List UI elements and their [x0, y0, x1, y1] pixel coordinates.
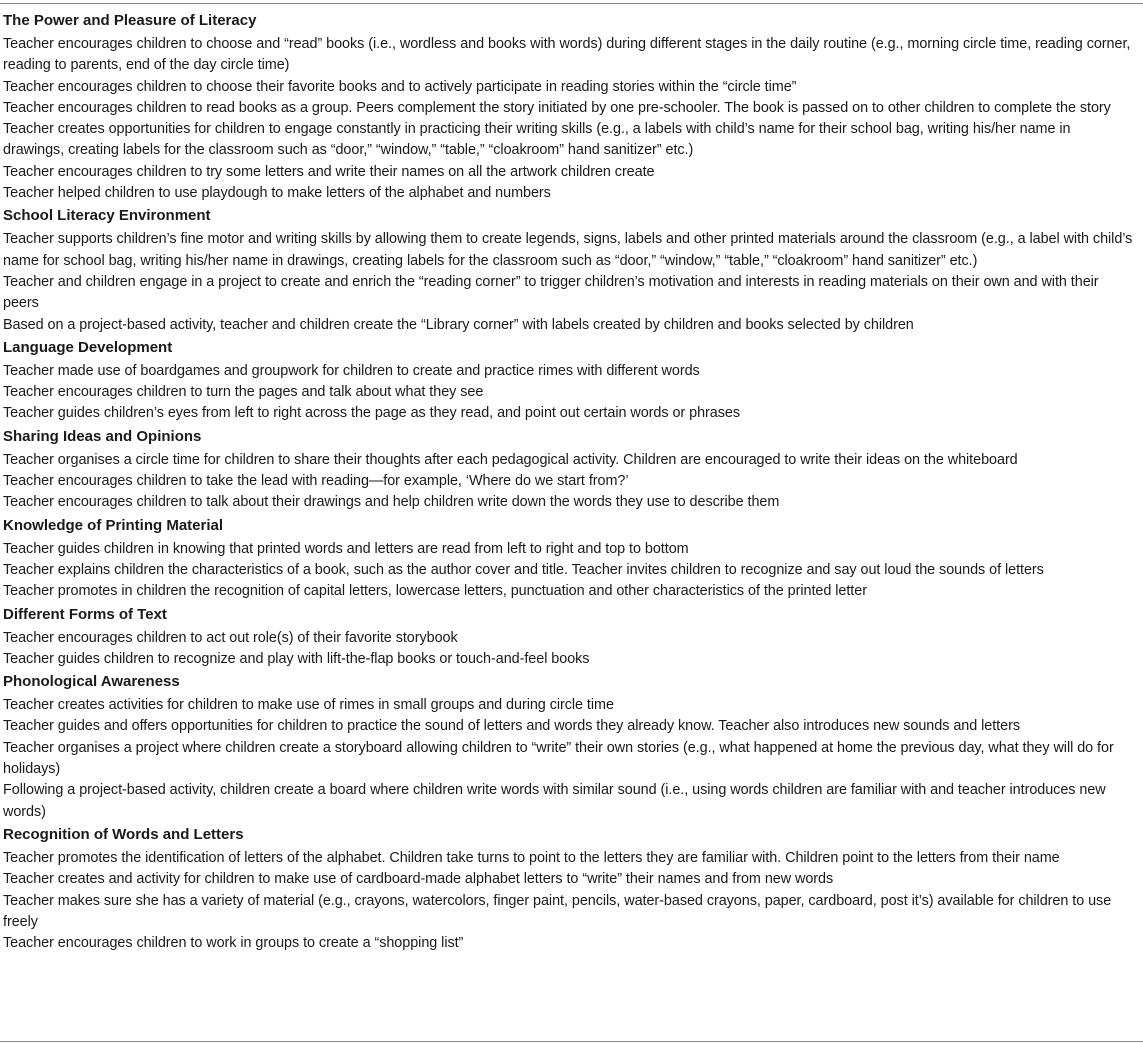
- list-item: Following a project-based activity, children create a board where children write words with similar sound (i.e., using words children are familiar with and teacher introduces new words): [3, 782, 1106, 820]
- list-item: Teacher promotes in children the recognition of capital letters, lowercase letters, punctuation and other characteristics of the printed letter: [3, 583, 867, 600]
- section-heading: Knowledge of Printing Material: [3, 516, 224, 534]
- list-item: Teacher encourages children to try some letters and write their names on all the artwork children create: [3, 163, 655, 180]
- list-item: Teacher organises a project where children create a storyboard allowing children to “write” their own stories (e.g., what happened at home the previous day, what they will do for holidays): [3, 739, 1114, 778]
- list-item: Teacher guides and offers opportunities for children to practice the sound of letters and words they already know. Teacher also introduces new sounds and letters: [3, 718, 1020, 735]
- section-sharing-ideas-and-opinions: [3, 427, 1135, 514]
- section-heading: Recognition of Words and Letters: [3, 825, 244, 843]
- list-item: Teacher helped children to use playdough to make letters of the alphabet and numbers: [3, 185, 551, 202]
- section-heading: Different Forms of Text: [3, 605, 167, 623]
- list-item: Teacher encourages children to choose and “read” books (i.e., wordless and books with words) during different stages in the daily routine (e.g., morning circle time, reading corner, reading to parents, end of the day circle time): [3, 36, 1131, 74]
- list-item: Teacher encourages children to act out role(s) of their favorite storybook: [3, 629, 458, 646]
- section-power-and-pleasure-of-literacy: [3, 11, 1135, 204]
- section-heading: School Literacy Environment: [3, 207, 211, 225]
- list-item: Teacher supports children’s fine motor and writing skills by allowing them to create legends, signs, labels and other printed materials around the classroom (e.g., a label with child’s name for school bag, writing his/her name in drawings, creating labels for the classroom such as “door,” “window,” “table,” “cloakroom” hand sanitizer” etc.): [3, 231, 1133, 269]
- section-school-literacy-environment: [3, 206, 1135, 335]
- section-heading: Sharing Ideas and Opinions: [3, 427, 202, 445]
- section-different-forms-of-text: [3, 605, 1135, 671]
- section-language-development: [3, 338, 1135, 425]
- list-item: Teacher encourages children to take the lead with reading—for example, ‘Where do we start from?’: [3, 473, 629, 490]
- section-phonological-awareness: [3, 672, 1135, 823]
- list-item: Teacher and children engage in a project to create and enrich the “reading corner” to trigger children’s motivation and interests in reading materials on their own and with their peers: [3, 273, 1099, 312]
- list-item: Teacher guides children to recognize and play with lift-the-flap books or touch-and-feel books: [3, 650, 590, 667]
- list-item: Teacher made use of boardgames and groupwork for children to create and practice rimes with different words: [3, 362, 700, 379]
- section-heading: Phonological Awareness: [3, 673, 180, 691]
- list-item: Teacher organises a circle time for children to share their thoughts after each pedagogical activity. Children are encouraged to write their ideas on the whiteboard: [3, 451, 1018, 468]
- table-bottom-rule: [0, 1041, 1143, 1042]
- table-top-rule: [0, 3, 1143, 4]
- list-item: Teacher encourages children to talk about their drawings and help children write down the words they use to describe them: [3, 494, 780, 511]
- list-item: Teacher creates and activity for children to make use of cardboard-made alphabet letters to “write” their names and from new words: [3, 871, 834, 888]
- list-item: Teacher guides children’s eyes from left to right across the page as they read, and point out certain words or phrases: [3, 405, 740, 422]
- section-knowledge-of-printing-material: [3, 516, 1135, 603]
- list-item: Teacher promotes the identification of letters of the alphabet. Children take turns to point to the letters they are familiar with. Children point to the letters from their name: [3, 849, 1060, 866]
- section-heading: Language Development: [3, 338, 173, 356]
- list-item: Teacher encourages children to work in groups to create a “shopping list”: [3, 935, 464, 952]
- list-item: Teacher guides children in knowing that printed words and letters are read from left to right and top to bottom: [3, 540, 689, 557]
- list-item: Teacher explains children the characteristics of a book, such as the author cover and title. Teacher invites children to recognize and say out loud the sounds of letters: [3, 561, 1044, 578]
- section-recognition-of-words-and-letters: [3, 825, 1135, 954]
- list-item: Teacher encourages children to choose their favorite books and to actively participate in reading stories within the “circle time”: [3, 78, 797, 95]
- list-item: Teacher encourages children to read books as a group. Peers complement the story initiated by one pre-schooler. The book is passed on to other children to complete the story: [3, 99, 1111, 116]
- list-item: Teacher creates opportunities for children to engage constantly in practicing their writing skills (e.g., a labels with child’s name for their school bag, writing his/her name in drawings, creating labels for the classroom such as “door,” “window,” “table,” “cloakroom” hand sanitizer” etc.): [3, 121, 1071, 159]
- list-item: Based on a project-based activity, teacher and children create the “Library corner” with labels created by children and books selected by children: [3, 316, 914, 333]
- list-item: Teacher encourages children to turn the pages and talk about what they see: [3, 384, 484, 401]
- list-item: Teacher creates activities for children to make use of rimes in small groups and during circle time: [3, 697, 614, 714]
- list-item: Teacher makes sure she has a variety of material (e.g., crayons, watercolors, finger paint, pencils, water-based crayons, paper, cardboard, post it’s) available for children to use freely: [3, 892, 1112, 930]
- table-body: [3, 11, 1135, 954]
- section-heading: The Power and Pleasure of Literacy: [3, 12, 257, 29]
